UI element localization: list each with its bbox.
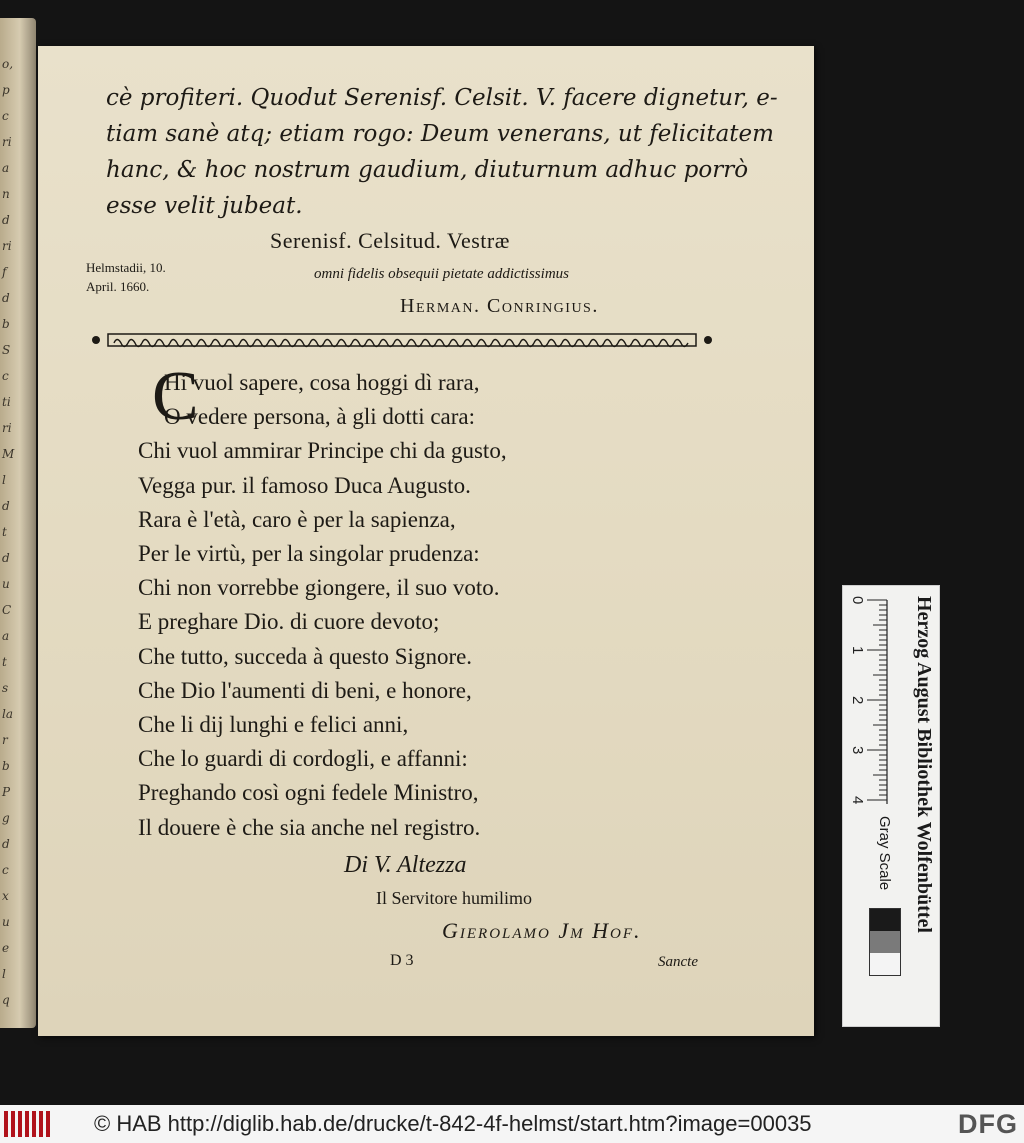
signature-place-date [86, 258, 166, 296]
poem-line: O vedere persona, à gli dotti cara: [164, 404, 476, 430]
prev-page-fragment: a [2, 629, 10, 643]
gray-swatch [870, 953, 900, 975]
book-page [38, 46, 814, 1036]
gray-scale-label: Gray Scale [876, 816, 893, 891]
latin-line: tiam sanè atq; etiam rogo: Deum venerans, ut felicitatem [106, 121, 774, 147]
ruler [843, 586, 903, 886]
closing-servant: Il Servitore humilimo [376, 888, 532, 908]
prev-page-fragment: b [2, 317, 10, 331]
ruler-number: 2 [849, 696, 866, 705]
prev-page-fragment: q [2, 993, 10, 1007]
prev-page-fragment: a [2, 161, 10, 175]
prev-page-fragment: P [2, 785, 11, 799]
closing-salutation: Di V. Altezza [344, 852, 467, 878]
prev-page-fragment: S [2, 343, 11, 357]
poem-line: Che li dij lunghi e felici anni, [138, 712, 409, 738]
latin-line: cè profiteri. Quodut Serenisf. Celsit. V. facere dignetur, e- [106, 85, 778, 111]
poem-dropcap: C [152, 358, 199, 435]
poem-line: Rara è l'età, caro è per la sapienza, [138, 506, 456, 532]
poem-line: Per le virtù, per la singolar prudenza: [138, 541, 480, 567]
institution-label [909, 596, 939, 1016]
gray-swatch [870, 909, 900, 931]
signature-title: Serenisf. Celsitud. Vestræ [270, 228, 510, 253]
closing-author: Gierolamo Jm Hof. [442, 918, 642, 943]
ornament-divider [88, 330, 716, 350]
prev-page-fragment: b [2, 759, 10, 773]
poem-line: Hi vuol sapere, cosa hoggi dì rara, [164, 370, 480, 395]
prev-page-fragment: l [2, 967, 6, 981]
hab-logo-icon [4, 1109, 52, 1139]
prev-page-fragment: u [2, 915, 10, 929]
prev-page-fragment: d [2, 551, 10, 565]
poem-line: E preghare Dio. di cuore devoto; [138, 609, 440, 635]
poem-line: Preghando così ogni fedele Ministro, [138, 780, 479, 806]
prev-page-fragment: M [2, 447, 15, 461]
prev-page-fragment: d [2, 213, 10, 227]
prev-page-fragment: u [2, 577, 10, 591]
prev-page-fragment: la [2, 707, 13, 721]
prev-page-fragment: g [2, 811, 10, 825]
signature-devotion: omni fidelis obsequii pietate addictissimus [314, 266, 569, 282]
dfg-logo: DFG [958, 1109, 1018, 1139]
signature-date: April. 1660. [86, 279, 150, 294]
prev-page-fragment: d [2, 499, 10, 513]
institution-name: Herzog August Bibliothek Wolfenbüttel [913, 596, 935, 933]
poem-line: Che lo guardi di cordogli, e affanni: [138, 746, 468, 772]
prev-page-fragment: d [2, 291, 10, 305]
prev-page-fragment: t [2, 525, 7, 539]
prev-page-fragment: c [2, 863, 9, 877]
poem [138, 366, 658, 845]
signature-place: Helmstadii, 10. [86, 260, 166, 275]
prev-page-fragment: p [2, 83, 10, 97]
poem-line: Vegga pur. il famoso Duca Augusto. [138, 472, 471, 498]
prev-page-fragment: s [2, 681, 9, 695]
footer-bar [0, 1105, 1024, 1143]
previous-page-edge [0, 18, 36, 1028]
scale-card [842, 585, 940, 1027]
prev-page-fragment: ti [2, 395, 11, 409]
ruler-number: 3 [849, 746, 866, 755]
prev-page-fragment: n [2, 187, 10, 201]
prev-page-fragment: ri [2, 421, 12, 435]
latin-line: esse velit jubeat. [106, 193, 303, 219]
gray-swatch [870, 931, 900, 953]
signature-mark: D 3 [390, 952, 414, 969]
ruler-number: 4 [849, 796, 866, 805]
gray-swatches [869, 908, 901, 976]
prev-page-fragment: c [2, 369, 9, 383]
poem-line: Il douere è che sia anche nel registro. [138, 814, 481, 840]
signature-name: Herman. Conringius. [400, 295, 599, 317]
poem-line: Che Dio l'aumenti di beni, e honore, [138, 677, 472, 703]
latin-paragraph [106, 80, 778, 224]
prev-page-fragment: e [2, 941, 10, 955]
footer-credit: © HAB http://diglib.hab.de/drucke/t-842-4f-helmst/start.htm?image=00035 [94, 1111, 812, 1136]
latin-line: hanc, & hoc nostrum gaudium, diuturnum adhuc porrò [106, 157, 749, 183]
poem-line: Che tutto, succeda à questo Signore. [138, 643, 473, 669]
prev-page-fragment: C [2, 603, 12, 617]
poem-line: Chi vuol ammirar Principe chi da gusto, [138, 438, 507, 464]
prev-page-fragment: c [2, 109, 9, 123]
prev-page-fragment: d [2, 837, 10, 851]
prev-page-fragment: f [2, 265, 7, 279]
prev-page-fragment: o, [2, 57, 14, 71]
prev-page-fragment: ri [2, 135, 12, 149]
prev-page-fragment: t [2, 655, 7, 669]
prev-page-fragment: x [2, 889, 9, 903]
poem-line: Chi non vorrebbe giongere, il suo voto. [138, 575, 500, 601]
prev-page-fragment: l [2, 473, 6, 487]
prev-page-fragment: ri [2, 239, 12, 253]
catchword: Sancte [658, 954, 698, 970]
ruler-number: 1 [849, 646, 866, 655]
ruler-number: 0 [849, 596, 866, 605]
prev-page-fragment: r [2, 733, 8, 747]
